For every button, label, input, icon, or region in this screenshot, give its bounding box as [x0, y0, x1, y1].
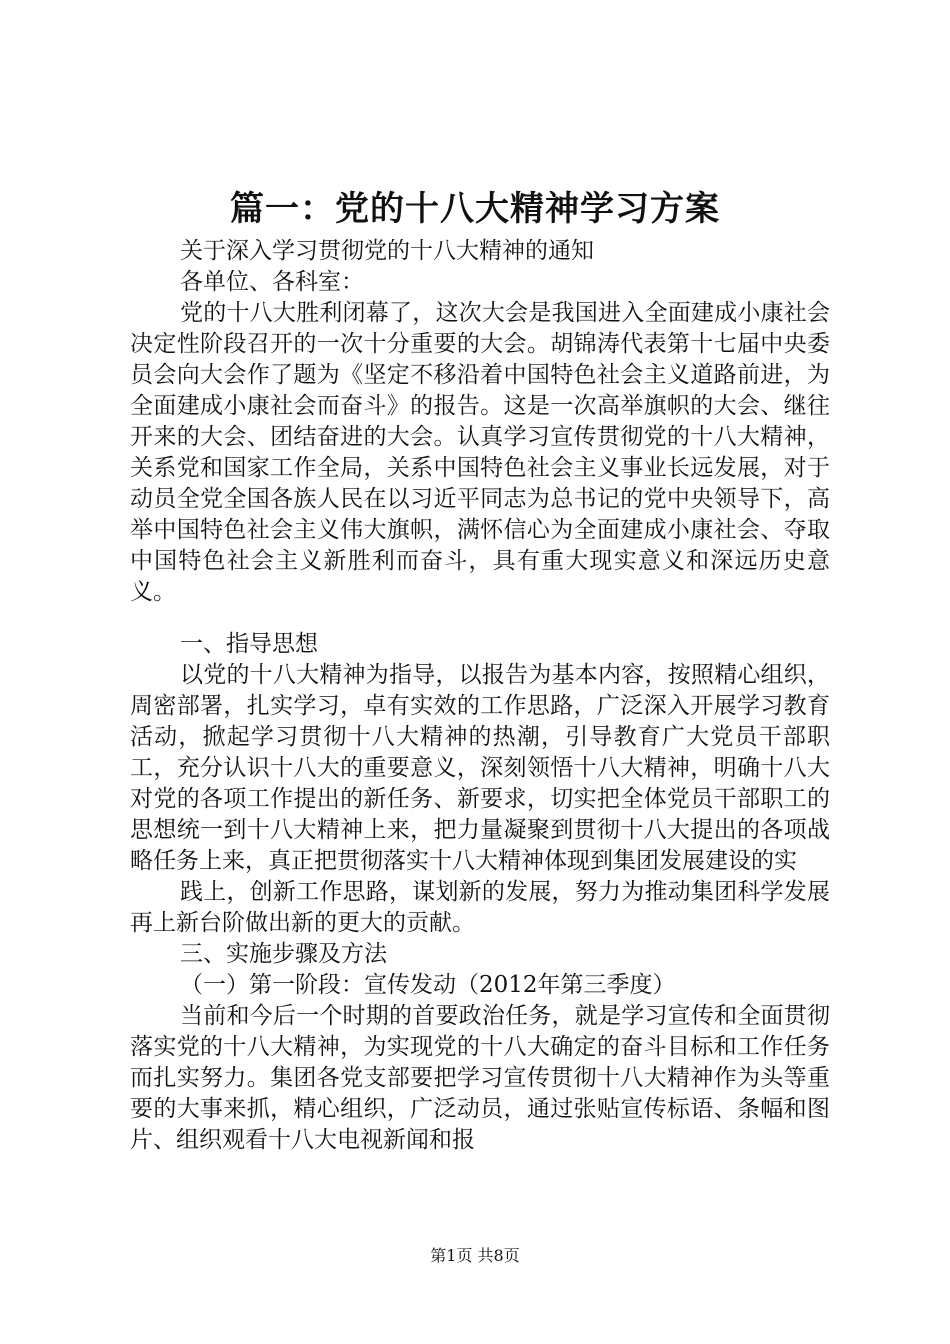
section-heading-steps: 三、实施步骤及方法	[180, 941, 387, 967]
notice-heading: 关于深入学习贯彻党的十八大精神的通知	[180, 238, 594, 264]
intro-paragraph: 党的十八大胜利闭幕了，这次大会是我国进入全面建成小康社会决定性阶段召开的一次十分重要的大会。胡锦涛代表第十七届中央委员会向大会作了题为《坚定不移沿着中国特色社会主义道路前进，为全面建成小康社会而奋斗》的报告。这是一次高举旗帜的大会、继往开来的大会、团结奋进的大会。认真学习宣传贯彻党的十八大精神，关系党和国家工作全局，关系中国特色社会主义事业长远发展，对于动员全党全国各族人民在以习近平同志为总书记的党中央领导下，高举中国特色社会主义伟大旗帜，满怀信心为全面建成小康社会、夺取中国特色社会主义新胜利而奋斗，具有重大现实意义和深远历史意义。	[130, 300, 830, 605]
document-title: 篇一：党的十八大精神学习方案	[230, 189, 720, 229]
subsection-heading-stage-one: （一）第一阶段：宣传发动（2012年第三季度）	[180, 972, 676, 998]
paragraph-gap	[130, 608, 830, 629]
salutation: 各单位、各科室：	[180, 269, 364, 295]
section-heading-guiding-thought: 一、指导思想	[180, 631, 318, 657]
stage-one-paragraph: 当前和今后一个时期的首要政治任务，就是学习宣传和全面贯彻落实党的十八大精神，为实现党的十八大确定的奋斗目标和工作任务而扎实努力。集团各党支部要把学习宣传贯彻十八大精神作为头等重要的大事来抓，精心组织，广泛动员，通过张贴宣传标语、条幅和图片、组织观看十八大电视新闻和报	[130, 1003, 830, 1153]
page-footer: 第1页 共8页	[430, 1246, 520, 1265]
guiding-thought-continuation: 践上，创新工作思路，谋划新的发展，努力为推动集团科学发展再上新台阶做出新的更大的贡献。	[130, 879, 830, 936]
guiding-thought-paragraph: 以党的十八大精神为指导，以报告为基本内容，按照精心组织，周密部署，扎实学习，卓有实效的工作思路，广泛深入开展学习教育活动，掀起学习贯彻十八大精神的热潮，引导教育广大党员干部职工，充分认识十八大的重要意义，深刻领悟十八大精神，明确十八大对党的各项工作提出的新任务、新要求，切实把全体党员干部职工的思想统一到十八大精神上来，把力量凝聚到贯彻十八大提出的各项战略任务上来，真正把贯彻落实十八大精神体现到集团发展建设的实	[130, 662, 830, 874]
document-body	[130, 236, 830, 1156]
